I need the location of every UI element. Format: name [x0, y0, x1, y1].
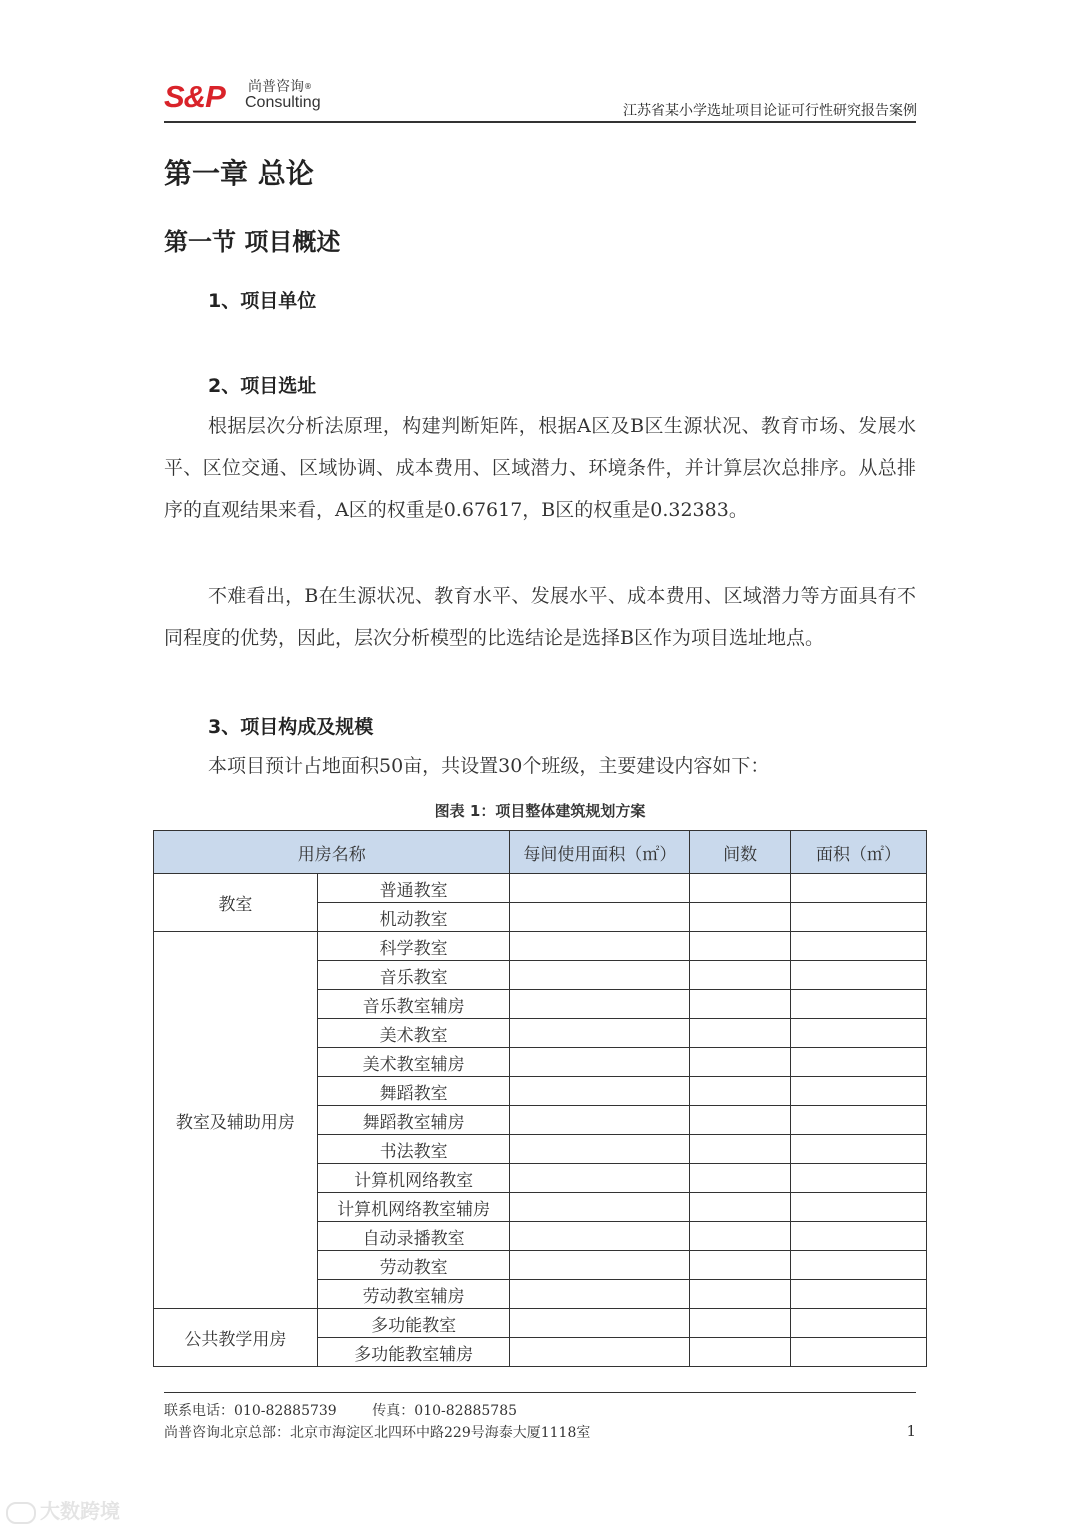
table-caption: 图表 1：项目整体建筑规划方案 — [434, 802, 646, 820]
header-total-area: 面积（㎡） — [791, 831, 927, 874]
room-name: 劳动教室 — [317, 1251, 510, 1280]
paragraph-scale: 本项目预计占地面积50亩，共设置30个班级，主要建设内容如下： — [208, 755, 770, 777]
item-heading-unit: 1、项目单位 — [208, 290, 317, 312]
room-name: 劳动教室辅房 — [317, 1280, 510, 1309]
item-heading-scale: 3、项目构成及规模 — [208, 716, 374, 738]
room-name: 计算机网络教室辅房 — [317, 1193, 510, 1222]
section-title: 第一节 项目概述 — [164, 228, 341, 256]
logo-mark: S&P — [164, 79, 225, 114]
room-name: 多功能教室辅房 — [317, 1338, 510, 1367]
room-name: 美术教室辅房 — [317, 1048, 510, 1077]
room-name: 美术教室 — [317, 1019, 510, 1048]
header-room-name: 用房名称 — [154, 831, 510, 874]
room-name: 自动录播教室 — [317, 1222, 510, 1251]
group-name: 公共教学用房 — [154, 1309, 318, 1367]
watermark: 大数跨境 — [6, 1495, 120, 1524]
footer-contact: 联系电话：010-82885739 传真：010-82885785 — [164, 1403, 518, 1419]
header-area-per-room: 每间使用面积（㎡） — [510, 831, 690, 874]
logo-chinese-name: 尚普咨询® — [248, 79, 312, 95]
building-plan-table — [153, 830, 927, 1367]
room-name: 舞蹈教室辅房 — [317, 1106, 510, 1135]
chapter-title: 第一章 总论 — [164, 157, 314, 190]
item-heading-site: 2、项目选址 — [208, 375, 317, 397]
paragraph-site-analysis: 根据层次分析法原理，构建判断矩阵，根据A区及B区生源状况、教育市场、发展水平、区位交通、区域协调、成本费用、区域潜力、环境条件，并计算层次总排序。从总排序的直观结果来看，A区的权重是0.67617，B区的权重是0.32383。 — [164, 415, 916, 521]
group-name: 教室及辅助用房 — [154, 932, 318, 1309]
room-name: 音乐教室 — [317, 961, 510, 990]
room-name: 书法教室 — [317, 1135, 510, 1164]
footer-divider — [164, 1392, 916, 1393]
room-name: 计算机网络教室 — [317, 1164, 510, 1193]
table-row — [154, 932, 927, 961]
room-name: 多功能教室 — [317, 1309, 510, 1338]
room-name: 舞蹈教室 — [317, 1077, 510, 1106]
watermark-icon — [6, 1502, 36, 1524]
report-title: 江苏省某小学选址项目论证可行性研究报告案例 — [623, 103, 917, 119]
room-name: 音乐教室辅房 — [317, 990, 510, 1019]
group-name: 教室 — [154, 874, 318, 932]
room-name: 普通教室 — [317, 874, 510, 903]
footer-address: 尚普咨询北京总部：北京市海淀区北四环中路229号海泰大厦1118室 — [164, 1425, 591, 1441]
logo-english-name: Consulting — [245, 94, 321, 111]
header-divider — [164, 121, 916, 123]
paragraph-site-conclusion: 不难看出，B在生源状况、教育水平、发展水平、成本费用、区域潜力等方面具有不同程度的优势，因此，层次分析模型的比选结论是选择B区作为项目选址地点。 — [164, 585, 916, 649]
registered-mark: ® — [304, 82, 312, 91]
room-name: 科学教室 — [317, 932, 510, 961]
table-row — [154, 874, 927, 903]
room-name: 机动教室 — [317, 903, 510, 932]
table-row — [154, 1309, 927, 1338]
table-header-row — [154, 831, 927, 874]
header-room-count: 间数 — [690, 831, 791, 874]
page-number: 1 — [906, 1422, 916, 1440]
